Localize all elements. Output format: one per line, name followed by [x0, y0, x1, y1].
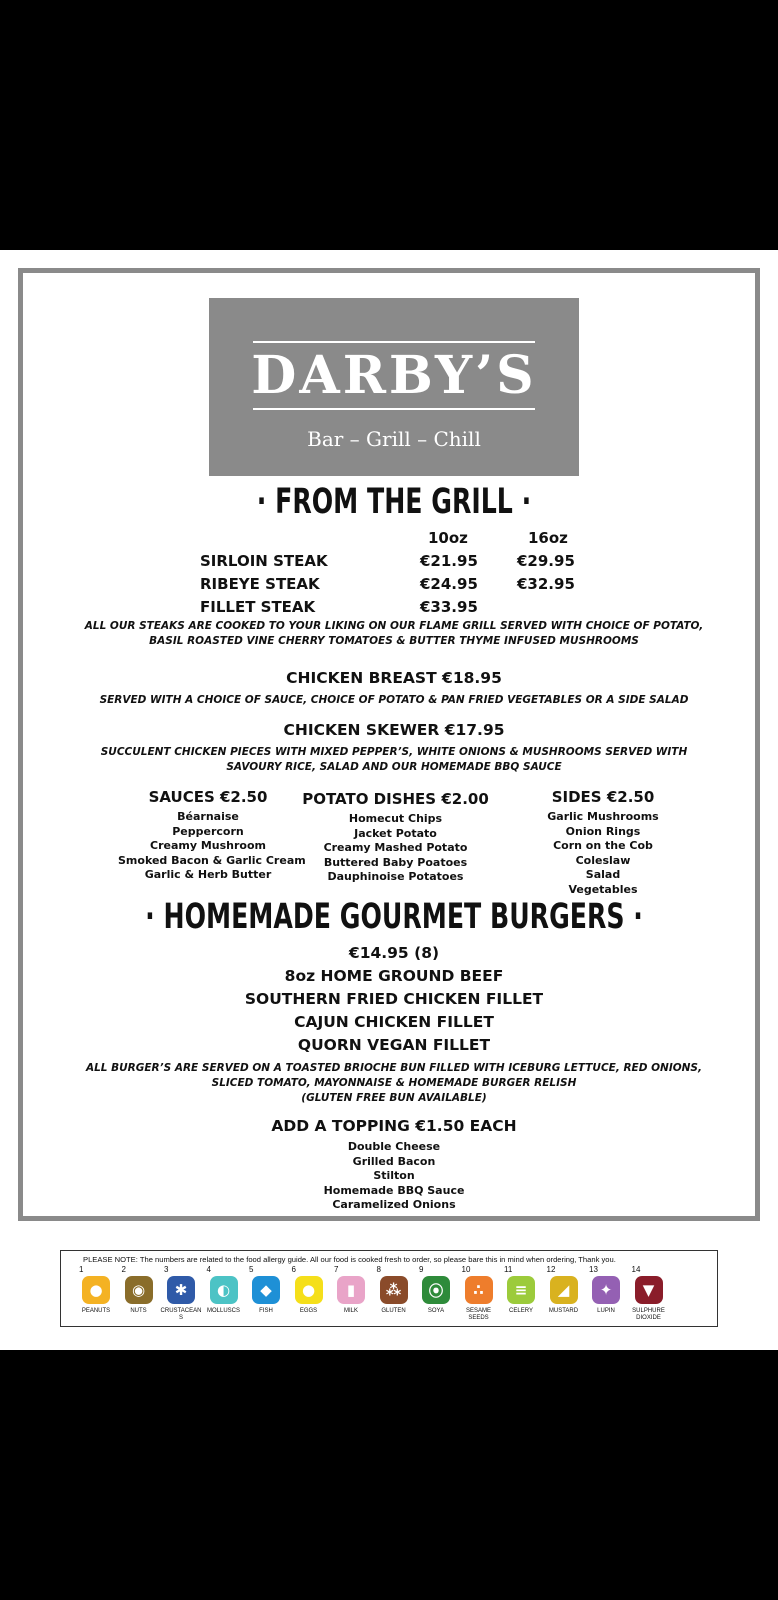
sides-column — [523, 786, 683, 898]
allergen-label: GLUTEN — [381, 1308, 406, 1314]
potato-item: Buttered Baby Poatoes — [323, 855, 468, 869]
allergen-label: MOLLUSCS — [206, 1308, 240, 1314]
burgers-note — [23, 1061, 765, 1106]
allergen-label: PEANUTS — [81, 1308, 111, 1314]
burger-item: 8oz HOME GROUND BEEF — [284, 967, 504, 985]
soy-icon: ⦿ — [422, 1276, 450, 1304]
lupin-icon: ✦ — [592, 1276, 620, 1304]
allergen-label: LUPIN — [597, 1308, 615, 1314]
potato-title: POTATO DISHES €2.00 — [302, 790, 489, 808]
sauces-title: SAUCES €2.50 — [148, 788, 268, 806]
menu-frame — [18, 268, 760, 1221]
sesame-icon: ∴ — [465, 1276, 493, 1304]
sauce-item: Garlic & Herb Butter — [144, 868, 272, 882]
burgers-note-line: (GLUTEN FREE BUN AVAILABLE) — [301, 1092, 487, 1104]
allergen-number: 9 — [419, 1265, 424, 1274]
potato-column — [298, 788, 493, 885]
logo-tagline: Bar – Grill – Chill — [307, 427, 481, 451]
allergen-number: 11 — [504, 1265, 513, 1274]
chicken-skewer-note-line: SAVOURY RICE, SALAD AND OUR HOMEMADE BBQ SAUCE — [226, 761, 562, 773]
logo-rule-bottom — [253, 408, 535, 410]
topping-item: Homemade BBQ Sauce — [323, 1183, 465, 1197]
allergen-label: FISH — [259, 1308, 273, 1314]
egg-icon: ● — [295, 1276, 323, 1304]
allergen-number: 12 — [546, 1265, 556, 1274]
steak-price-16oz: €29.95 — [517, 552, 575, 570]
grill-title: · FROM THE GRILL · — [256, 482, 532, 522]
allergen-item — [628, 1265, 670, 1322]
potato-item: Creamy Mashed Potato — [323, 841, 468, 855]
allergen-label: NUTS — [130, 1308, 147, 1314]
side-item: Vegetables — [568, 882, 638, 896]
allergen-number: 7 — [334, 1265, 339, 1274]
burgers-title: · HOMEMADE GOURMET BURGERS · — [145, 897, 643, 937]
allergen-item — [75, 1265, 117, 1315]
chicken-skewer-title: CHICKEN SKEWER €17.95 — [283, 721, 505, 739]
steak-name: FILLET STEAK — [200, 598, 316, 616]
peanut-icon: ● — [82, 1276, 110, 1304]
allergy-guide — [60, 1250, 718, 1327]
allergen-item — [118, 1265, 160, 1315]
burger-item: SOUTHERN FRIED CHICKEN FILLET — [244, 990, 544, 1008]
potato-item: Homecut Chips — [348, 812, 443, 825]
allergen-item — [288, 1265, 330, 1315]
allergen-item — [160, 1265, 202, 1322]
sauce-item: Smoked Bacon & Garlic Cream — [118, 853, 306, 867]
grill-note-line: ALL OUR STEAKS ARE COOKED TO YOUR LIKING ON OUR FLAME GRILL SERVED WITH CHOICE OF POTATO, — [84, 620, 704, 632]
fish-icon: ◆ — [252, 1276, 280, 1304]
allergen-label: CRUSTACEANS — [160, 1308, 202, 1321]
menu-page — [0, 250, 778, 1350]
grill-note-line: BASIL ROASTED VINE CHERRY TOMATOES & BUTTER THYME INFUSED MUSHROOMS — [149, 635, 639, 647]
sauce-item: Creamy Mushroom — [150, 839, 266, 853]
allergen-number: 1 — [79, 1265, 84, 1274]
grill-title-wrap — [23, 480, 765, 524]
chicken-breast-title: CHICKEN BREAST €18.95 — [286, 669, 502, 687]
burger-item: CAJUN CHICKEN FILLET — [294, 1013, 494, 1031]
steak-price-16oz: €32.95 — [517, 575, 575, 593]
wine-icon: ▼ — [635, 1276, 663, 1304]
allergen-number: 6 — [291, 1265, 296, 1274]
allergen-number: 8 — [376, 1265, 381, 1274]
side-item: Garlic Mushrooms — [547, 810, 659, 823]
allergen-label: CELERY — [509, 1308, 533, 1314]
allergen-number: 10 — [461, 1265, 471, 1274]
allergen-item — [373, 1265, 415, 1315]
topping-item: Stilton — [373, 1169, 415, 1183]
allergen-item — [543, 1265, 585, 1315]
celery-icon: ≡ — [507, 1276, 535, 1304]
allergen-item — [585, 1265, 627, 1315]
steak-price-10oz: €33.95 — [420, 598, 478, 616]
topping-title: ADD A TOPPING €1.50 EACH — [271, 1117, 517, 1135]
logo-name: DARBY’S — [251, 345, 537, 406]
logo — [209, 298, 579, 476]
allergen-item — [458, 1265, 500, 1322]
allergen-item — [500, 1265, 542, 1315]
chicken-skewer-note — [23, 745, 765, 775]
sauce-item: Peppercorn — [172, 824, 244, 838]
wheat-icon: ⁂ — [380, 1276, 408, 1304]
nut-icon: ◉ — [125, 1276, 153, 1304]
potato-item: Jacket Potato — [354, 826, 437, 840]
allergen-number: 13 — [589, 1265, 598, 1274]
allergen-label: EGGS — [299, 1308, 318, 1314]
allergen-number: 14 — [631, 1265, 641, 1274]
allergy-notice: PLEASE NOTE: The numbers are related to the food allergy guide. All our food is cooked fresh to order, so please bare this in mind when ordering, Thank you. — [83, 1255, 616, 1264]
steak-name: RIBEYE STEAK — [200, 575, 320, 593]
milk-icon: ▮ — [337, 1276, 365, 1304]
burger-item: QUORN VEGAN FILLET — [297, 1036, 491, 1054]
chicken-breast-note: SERVED WITH A CHOICE OF SAUCE, CHOICE OF POTATO & PAN FRIED VEGETABLES OR A SIDE SALAD — [99, 694, 689, 706]
allergen-item — [330, 1265, 372, 1315]
sauce-item: Béarnaise — [177, 810, 239, 823]
shell-icon: ◐ — [210, 1276, 238, 1304]
allergen-number: 2 — [121, 1265, 126, 1274]
side-item: Coleslaw — [575, 853, 631, 867]
burgers-note-line: ALL BURGER’S ARE SERVED ON A TOASTED BRIOCHE BUN FILLED WITH ICEBURG LETTUCE, RED ONIONS, — [85, 1062, 702, 1074]
burgers-note-line: SLICED TOMATO, MAYONNAISE & HOMEMADE BURGER RELISH — [211, 1077, 577, 1089]
allergen-item — [245, 1265, 287, 1315]
allergen-label: SULPHURE DIOXIDE — [632, 1308, 665, 1321]
allergen-number: 3 — [164, 1265, 169, 1274]
steak-price-10oz: €24.95 — [420, 575, 478, 593]
chicken-skewer-note-line: SUCCULENT CHICKEN PIECES WITH MIXED PEPPER’S, WHITE ONIONS & MUSHROOMS SERVED WITH — [100, 746, 688, 758]
crab-icon: ✱ — [167, 1276, 195, 1304]
allergen-item — [203, 1265, 245, 1315]
mustard-icon: ◢ — [550, 1276, 578, 1304]
burgers-title-wrap — [23, 895, 765, 939]
steak-name: SIRLOIN STEAK — [200, 552, 328, 570]
allergen-item — [415, 1265, 457, 1315]
potato-item: Dauphinoise Potatoes — [327, 870, 464, 884]
grill-note — [23, 619, 765, 649]
topping-item: Grilled Bacon — [352, 1154, 436, 1168]
side-item: Onion Rings — [565, 824, 641, 838]
allergen-number: 5 — [249, 1265, 254, 1274]
allergen-number: 4 — [206, 1265, 211, 1274]
allergen-label: MILK — [343, 1308, 358, 1314]
topping-list — [23, 1140, 765, 1213]
size-header-16oz: 16oz — [528, 529, 568, 547]
topping-item: Caramelized Onions — [332, 1198, 456, 1212]
logo-rule-top — [253, 341, 535, 343]
sides-title: SIDES €2.50 — [551, 788, 655, 806]
sauces-column — [118, 786, 306, 883]
steak-price-10oz: €21.95 — [420, 552, 478, 570]
side-item: Salad — [585, 868, 621, 882]
size-header-10oz: 10oz — [428, 529, 468, 547]
allergen-label: SOYA — [427, 1308, 445, 1314]
topping-item: Double Cheese — [347, 1140, 441, 1153]
allergen-label: SESAME SEEDS — [465, 1308, 491, 1321]
side-item: Corn on the Cob — [553, 839, 653, 853]
burgers-price: €14.95 (8) — [348, 944, 440, 962]
allergen-label: MUSTARD — [548, 1308, 579, 1314]
